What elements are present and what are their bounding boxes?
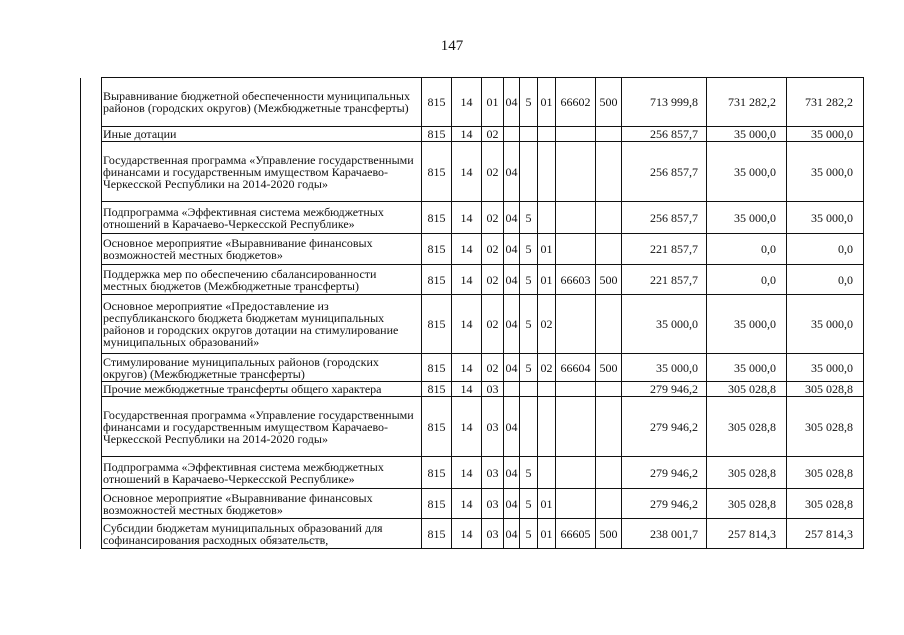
table-row	[81, 382, 864, 397]
amount-cell: 35 000,0	[707, 127, 787, 142]
table-row	[81, 265, 864, 295]
row-margin-cell	[81, 265, 102, 295]
amount-cell: 256 857,7	[622, 142, 707, 202]
row-margin-cell	[81, 457, 102, 489]
code-cell	[556, 142, 596, 202]
amount-cell: 35 000,0	[707, 202, 787, 234]
code-cell	[596, 382, 622, 397]
row-name-cell: Подпрограмма «Эффективная система межбюджетных отношений в Карачаево-Черкесской Республике»	[102, 202, 422, 234]
amount-cell: 238 001,7	[622, 519, 707, 549]
code-cell: 04	[504, 202, 520, 234]
code-cell: 04	[504, 265, 520, 295]
code-cell: 04	[504, 142, 520, 202]
code-cell: 01	[538, 234, 556, 265]
code-cell: 14	[452, 202, 482, 234]
amount-cell: 305 028,8	[787, 382, 864, 397]
code-cell: 5	[520, 234, 538, 265]
row-name-cell: Основное мероприятие «Выравнивание финансовых возможностей местных бюджетов»	[102, 234, 422, 265]
table-row	[81, 78, 864, 127]
row-name-cell: Государственная программа «Управление государственными финансами и государственным имуществом Карачаево-Черкесской Республики на 2014-2020 годы»	[102, 142, 422, 202]
code-cell: 02	[482, 202, 504, 234]
code-cell: 02	[482, 127, 504, 142]
amount-cell: 305 028,8	[787, 457, 864, 489]
code-cell: 01	[538, 78, 556, 127]
amount-cell: 305 028,8	[707, 457, 787, 489]
code-cell	[556, 127, 596, 142]
amount-cell: 35 000,0	[787, 354, 864, 382]
code-cell: 04	[504, 489, 520, 519]
code-cell	[538, 142, 556, 202]
code-cell: 01	[482, 78, 504, 127]
code-cell	[538, 397, 556, 457]
code-cell: 66605	[556, 519, 596, 549]
code-cell: 815	[422, 397, 452, 457]
code-cell	[538, 127, 556, 142]
code-cell: 5	[520, 457, 538, 489]
amount-cell: 256 857,7	[622, 202, 707, 234]
code-cell: 500	[596, 78, 622, 127]
amount-cell: 257 814,3	[707, 519, 787, 549]
row-margin-cell	[81, 519, 102, 549]
row-name-cell: Поддержка мер по обеспечению сбалансированности местных бюджетов (Межбюджетные трансферты)	[102, 265, 422, 295]
code-cell	[596, 202, 622, 234]
row-margin-cell	[81, 354, 102, 382]
code-cell: 66603	[556, 265, 596, 295]
amount-cell: 305 028,8	[707, 397, 787, 457]
code-cell: 815	[422, 382, 452, 397]
amount-cell: 0,0	[707, 265, 787, 295]
code-cell	[520, 382, 538, 397]
code-cell: 815	[422, 295, 452, 354]
amount-cell: 257 814,3	[787, 519, 864, 549]
code-cell: 66602	[556, 78, 596, 127]
code-cell: 04	[504, 295, 520, 354]
code-cell	[504, 382, 520, 397]
code-cell: 5	[520, 78, 538, 127]
code-cell: 14	[452, 265, 482, 295]
table-row	[81, 489, 864, 519]
code-cell	[538, 457, 556, 489]
row-margin-cell	[81, 382, 102, 397]
code-cell	[556, 457, 596, 489]
amount-cell: 279 946,2	[622, 382, 707, 397]
row-name-cell: Прочие межбюджетные трансферты общего характера	[102, 382, 422, 397]
row-margin-cell	[81, 127, 102, 142]
amount-cell: 305 028,8	[707, 382, 787, 397]
code-cell: 04	[504, 354, 520, 382]
code-cell	[520, 397, 538, 457]
code-cell: 14	[452, 127, 482, 142]
code-cell	[504, 127, 520, 142]
code-cell: 5	[520, 202, 538, 234]
amount-cell: 35 000,0	[707, 142, 787, 202]
amount-cell: 731 282,2	[707, 78, 787, 127]
code-cell: 14	[452, 78, 482, 127]
code-cell: 03	[482, 397, 504, 457]
code-cell: 5	[520, 519, 538, 549]
amount-cell: 305 028,8	[707, 489, 787, 519]
code-cell: 03	[482, 382, 504, 397]
row-margin-cell	[81, 142, 102, 202]
amount-cell: 35 000,0	[707, 354, 787, 382]
amount-cell: 0,0	[787, 234, 864, 265]
amount-cell: 35 000,0	[787, 202, 864, 234]
amount-cell: 35 000,0	[787, 127, 864, 142]
amount-cell: 279 946,2	[622, 489, 707, 519]
code-cell: 14	[452, 142, 482, 202]
code-cell: 14	[452, 519, 482, 549]
table-row	[81, 202, 864, 234]
code-cell: 04	[504, 397, 520, 457]
code-cell: 02	[538, 295, 556, 354]
code-cell: 02	[482, 142, 504, 202]
code-cell	[596, 127, 622, 142]
code-cell: 01	[538, 489, 556, 519]
amount-cell: 35 000,0	[622, 295, 707, 354]
code-cell: 04	[504, 234, 520, 265]
table-row	[81, 234, 864, 265]
code-cell: 500	[596, 519, 622, 549]
row-name-cell: Иные дотации	[102, 127, 422, 142]
code-cell: 02	[482, 295, 504, 354]
code-cell	[596, 234, 622, 265]
row-name-cell: Основное мероприятие «Выравнивание финансовых возможностей местных бюджетов»	[102, 489, 422, 519]
code-cell	[520, 142, 538, 202]
code-cell	[596, 397, 622, 457]
row-name-cell: Стимулирование муниципальных районов (городских округов) (Межбюджетные трансферты)	[102, 354, 422, 382]
code-cell: 815	[422, 489, 452, 519]
code-cell	[596, 142, 622, 202]
code-cell: 14	[452, 397, 482, 457]
row-name-cell: Подпрограмма «Эффективная система межбюджетных отношений в Карачаево-Черкесской Республике»	[102, 457, 422, 489]
code-cell: 14	[452, 382, 482, 397]
code-cell: 815	[422, 519, 452, 549]
row-margin-cell	[81, 78, 102, 127]
code-cell	[596, 489, 622, 519]
amount-cell: 35 000,0	[622, 354, 707, 382]
code-cell: 01	[538, 519, 556, 549]
code-cell: 815	[422, 127, 452, 142]
code-cell: 14	[452, 234, 482, 265]
row-margin-cell	[81, 234, 102, 265]
row-name-cell: Выравнивание бюджетной обеспеченности муниципальных районов (городских округов) (Межбюджетные трансферты)	[102, 78, 422, 127]
row-name-cell: Государственная программа «Управление государственными финансами и государственным имуществом Карачаево-Черкесской Республики на 2014-2020 годы»	[102, 397, 422, 457]
code-cell: 03	[482, 489, 504, 519]
table-row	[81, 295, 864, 354]
row-margin-cell	[81, 202, 102, 234]
amount-cell: 305 028,8	[787, 397, 864, 457]
code-cell: 04	[504, 519, 520, 549]
code-cell: 5	[520, 295, 538, 354]
code-cell	[556, 382, 596, 397]
budget-table	[80, 77, 864, 549]
code-cell: 5	[520, 265, 538, 295]
row-name-cell: Основное мероприятие «Предоставление из республиканского бюджета бюджетам муниципальных районов и городских округов дотации на стимулирование муниципальных образований»	[102, 295, 422, 354]
code-cell: 5	[520, 489, 538, 519]
amount-cell: 0,0	[707, 234, 787, 265]
amount-cell: 713 999,8	[622, 78, 707, 127]
code-cell: 500	[596, 265, 622, 295]
code-cell	[538, 202, 556, 234]
code-cell	[556, 295, 596, 354]
page-number: 147	[440, 38, 464, 54]
amount-cell: 279 946,2	[622, 457, 707, 489]
table-row	[81, 457, 864, 489]
table-row	[81, 127, 864, 142]
code-cell	[596, 295, 622, 354]
code-cell: 01	[538, 265, 556, 295]
code-cell: 02	[538, 354, 556, 382]
code-cell	[520, 127, 538, 142]
code-cell	[556, 397, 596, 457]
amount-cell: 221 857,7	[622, 265, 707, 295]
code-cell: 02	[482, 265, 504, 295]
code-cell: 815	[422, 142, 452, 202]
code-cell: 500	[596, 354, 622, 382]
row-margin-cell	[81, 295, 102, 354]
code-cell: 815	[422, 457, 452, 489]
amount-cell: 35 000,0	[787, 295, 864, 354]
table-row	[81, 142, 864, 202]
amount-cell: 305 028,8	[787, 489, 864, 519]
amount-cell: 256 857,7	[622, 127, 707, 142]
code-cell: 14	[452, 457, 482, 489]
amount-cell: 221 857,7	[622, 234, 707, 265]
code-cell: 14	[452, 354, 482, 382]
code-cell	[556, 234, 596, 265]
row-name-cell: Субсидии бюджетам муниципальных образований для софинансирования расходных обязательств,	[102, 519, 422, 549]
row-margin-cell	[81, 397, 102, 457]
code-cell: 14	[452, 295, 482, 354]
code-cell: 815	[422, 78, 452, 127]
code-cell: 02	[482, 234, 504, 265]
code-cell: 815	[422, 234, 452, 265]
code-cell: 03	[482, 457, 504, 489]
amount-cell: 35 000,0	[787, 142, 864, 202]
amount-cell: 731 282,2	[787, 78, 864, 127]
code-cell: 14	[452, 489, 482, 519]
code-cell	[538, 382, 556, 397]
code-cell: 02	[482, 354, 504, 382]
table-row	[81, 519, 864, 549]
code-cell: 04	[504, 78, 520, 127]
row-margin-cell	[81, 489, 102, 519]
table-row	[81, 354, 864, 382]
code-cell: 66604	[556, 354, 596, 382]
code-cell: 815	[422, 202, 452, 234]
code-cell	[596, 457, 622, 489]
code-cell: 04	[504, 457, 520, 489]
table-row	[81, 397, 864, 457]
amount-cell: 0,0	[787, 265, 864, 295]
code-cell	[556, 489, 596, 519]
code-cell: 815	[422, 265, 452, 295]
code-cell: 5	[520, 354, 538, 382]
code-cell: 03	[482, 519, 504, 549]
amount-cell: 279 946,2	[622, 397, 707, 457]
code-cell	[556, 202, 596, 234]
code-cell: 815	[422, 354, 452, 382]
amount-cell: 35 000,0	[707, 295, 787, 354]
